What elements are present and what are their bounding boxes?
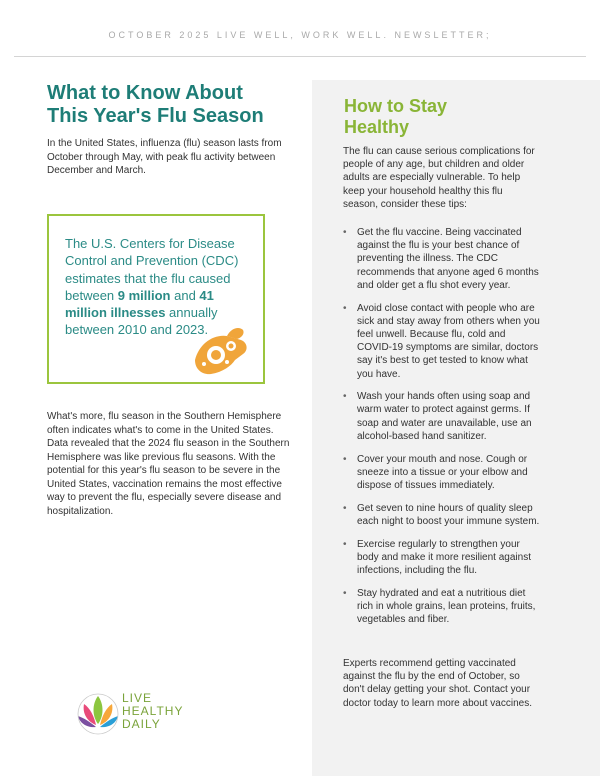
tip-item: • Stay hydrated and eat a nutritious diet rich in whole grains, lean proteins, fruits, vegetables and fiber.	[343, 587, 536, 626]
germ-hand-icon	[189, 320, 255, 380]
tip-item: • Get seven to nine hours of quality sleep each night to boost your immune system.	[343, 502, 540, 527]
bullet: •	[343, 391, 347, 403]
bullet: •	[343, 453, 347, 465]
tips-list	[343, 226, 543, 636]
live-healthy-daily-logo	[76, 690, 206, 736]
header-divider	[14, 56, 586, 57]
tip-item: • Wash your hands often using soap and warm water to protect against germs. If soap and water are unavailable, use an alcohol-based hand sanitizer.	[343, 391, 532, 442]
bullet: •	[343, 302, 347, 314]
callout-bold-low: 9 million	[117, 287, 171, 303]
bullet: •	[343, 227, 347, 238]
article-title: What to Know About This Year's Flu Season	[47, 82, 264, 127]
lotus-icon	[76, 690, 120, 736]
bullet: •	[343, 502, 347, 514]
sidebar-title: How to Stay Healthy	[344, 96, 448, 137]
statistic-callout	[47, 214, 265, 384]
tip-item: • Exercise regularly to strengthen your body and make it more resilient against infections, including the flu.	[343, 538, 531, 576]
tip-item: • Cover your mouth and nose. Cough or sneeze into a tissue or your elbow and dispose of tissues immediately.	[343, 453, 528, 491]
logo-wordmark: LIVE HEALTHY DAILY	[122, 691, 184, 731]
tip-item: • Avoid close contact with people who are sick and stay away from others when you feel unwell. Because flu, cold and COVID-19 symptoms are similar, doctors say it's best to get tested to know what you have.	[343, 302, 540, 380]
sidebar-intro: The flu can cause serious complications for people of any age, but children and older adults are especially vulnerable. To help keep your household healthy this flu season, consider these tips:	[343, 146, 535, 210]
callout-text: The U.S. Centers for Disease Control and Prevention (CDC) estimates that the flu caused between 9 million and 41 million illnesses annually between 2010 and 2023.	[65, 236, 239, 338]
tip-item: • Get the flu vaccine. Being vaccinated against the flu is your best chance of preventing the illness. The CDC recommends that anyone aged 6 months and older get a flu shot every year.	[343, 227, 539, 291]
article-paragraph-2: What's more, flu season in the Southern Hemisphere often indicates what's to come in the United States. Data revealed that the 2024 flu season in the Southern Hemisphere was like previous flu seasons. With the potential for this year's flu season to be severe in the United States, vaccination remains the most effective way to prevent the flu, especially severe disease and hospitalization.	[47, 411, 290, 517]
newsletter-header: OCTOBER 2025 LIVE WELL, WORK WELL. NEWSLETTER;	[108, 30, 492, 40]
sidebar-panel	[312, 80, 600, 776]
sidebar-closing: Experts recommend getting vaccinated against the flu by the end of October, so don't delay getting your shot. Contact your doctor today to learn more about vaccines.	[343, 658, 532, 709]
main-article	[47, 82, 289, 178]
bullet: •	[343, 587, 347, 599]
article-intro: In the United States, influenza (flu) season lasts from October through May, with peak flu activity between December and March.	[47, 138, 282, 176]
callout-bold-high: 41 million illnesses	[65, 287, 214, 321]
bullet: •	[343, 538, 347, 550]
